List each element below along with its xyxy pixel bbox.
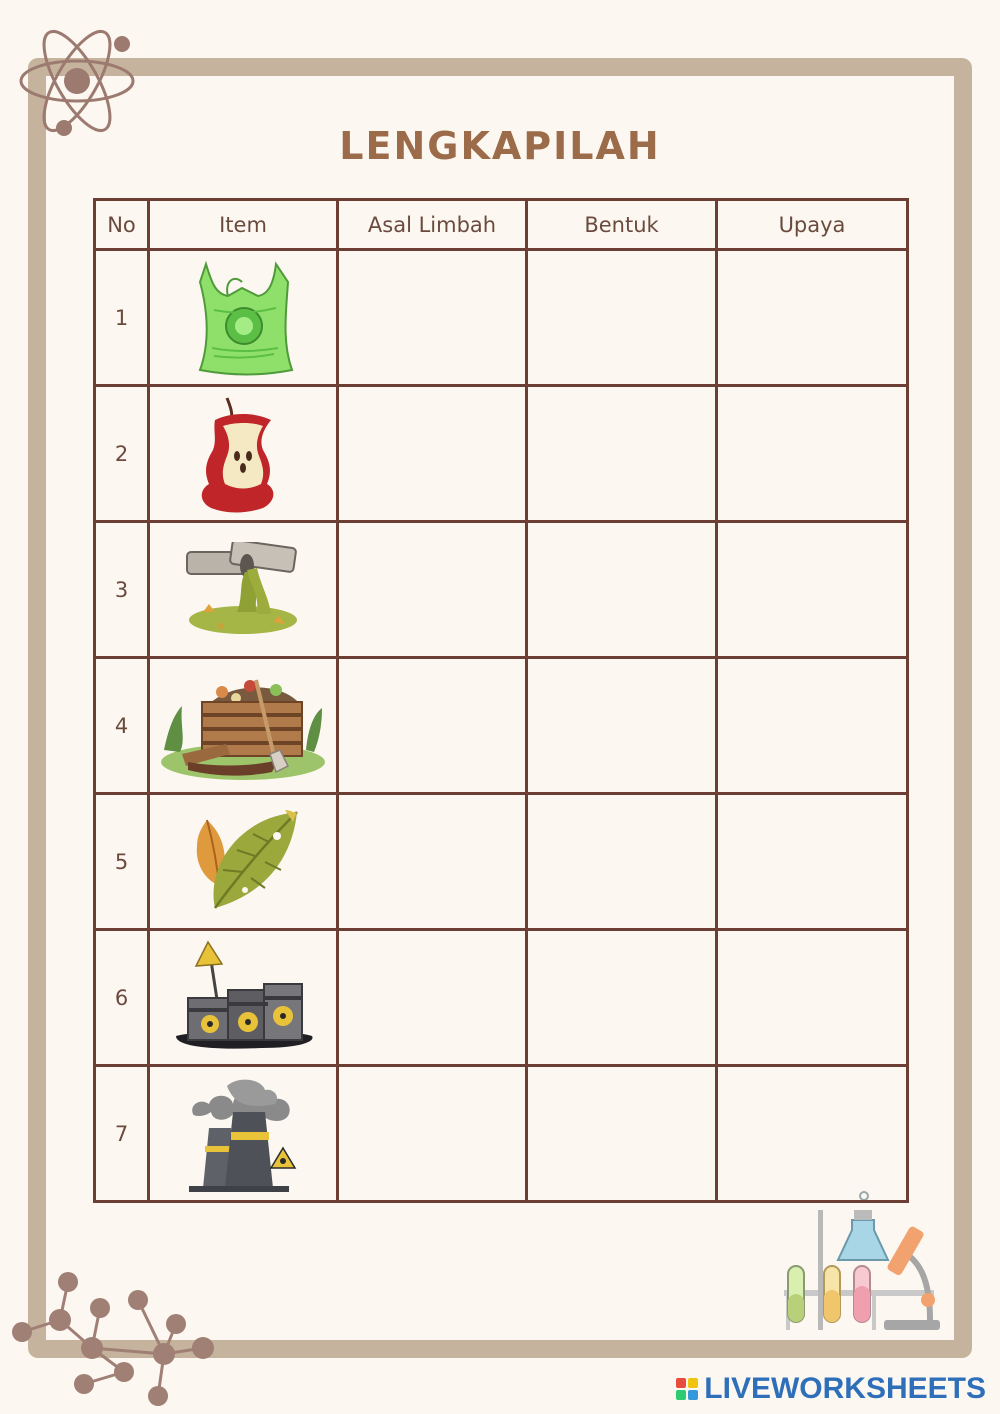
answer-cell-bentuk[interactable] <box>527 794 717 930</box>
header-upaya: Upaya <box>717 200 908 250</box>
item-cell <box>149 1066 338 1202</box>
item-cell <box>149 386 338 522</box>
table-row <box>95 794 908 930</box>
apple-core-icon <box>193 394 293 514</box>
answer-cell-bentuk[interactable] <box>527 1066 717 1202</box>
answer-cell-bentuk[interactable] <box>527 930 717 1066</box>
table-row <box>95 1066 908 1202</box>
item-cell <box>149 658 338 794</box>
row-number: 5 <box>95 794 149 930</box>
radioactive-barrels-icon <box>170 940 316 1056</box>
item-cell <box>149 522 338 658</box>
compost-bin-icon <box>158 670 328 782</box>
item-cell <box>149 794 338 930</box>
answer-cell-asal-limbah[interactable] <box>338 250 527 386</box>
answer-cell-asal-limbah[interactable] <box>338 930 527 1066</box>
answer-cell-bentuk[interactable] <box>527 522 717 658</box>
liveworksheets-badge-icon <box>676 1378 698 1400</box>
item-cell <box>149 250 338 386</box>
answer-cell-upaya[interactable] <box>717 386 908 522</box>
worksheet-table <box>93 198 909 1203</box>
header-asal-limbah: Asal Limbah <box>338 200 527 250</box>
header-bentuk: Bentuk <box>527 200 717 250</box>
dry-leaves-icon <box>185 806 301 918</box>
answer-cell-upaya[interactable] <box>717 1066 908 1202</box>
header-item: Item <box>149 200 338 250</box>
sewage-pipe-icon <box>181 542 305 638</box>
logo-text: LIVEWORKSHEETS <box>704 1372 986 1405</box>
page-title: LENGKAPILAH <box>339 124 661 168</box>
table-row <box>95 386 908 522</box>
row-number: 4 <box>95 658 149 794</box>
answer-cell-asal-limbah[interactable] <box>338 1066 527 1202</box>
answer-cell-bentuk[interactable] <box>527 386 717 522</box>
row-number: 6 <box>95 930 149 1066</box>
answer-cell-asal-limbah[interactable] <box>338 658 527 794</box>
answer-cell-upaya[interactable] <box>717 930 908 1066</box>
answer-cell-asal-limbah[interactable] <box>338 794 527 930</box>
liveworksheets-logo <box>676 1372 986 1406</box>
factory-smoke-icon <box>187 1076 299 1192</box>
answer-cell-upaya[interactable] <box>717 522 908 658</box>
table-row <box>95 930 908 1066</box>
table-header-row <box>95 200 908 250</box>
answer-cell-bentuk[interactable] <box>527 658 717 794</box>
lab-equipment-icon <box>780 1190 946 1336</box>
plastic-bag-icon <box>188 260 298 376</box>
molecule-icon <box>8 1268 218 1410</box>
table-row <box>95 522 908 658</box>
table-row <box>95 250 908 386</box>
answer-cell-upaya[interactable] <box>717 658 908 794</box>
item-cell <box>149 930 338 1066</box>
answer-cell-upaya[interactable] <box>717 794 908 930</box>
answer-cell-bentuk[interactable] <box>527 250 717 386</box>
row-number: 3 <box>95 522 149 658</box>
row-number: 7 <box>95 1066 149 1202</box>
table-row <box>95 658 908 794</box>
row-number: 1 <box>95 250 149 386</box>
header-no: No <box>95 200 149 250</box>
answer-cell-asal-limbah[interactable] <box>338 386 527 522</box>
answer-cell-asal-limbah[interactable] <box>338 522 527 658</box>
answer-cell-upaya[interactable] <box>717 250 908 386</box>
row-number: 2 <box>95 386 149 522</box>
